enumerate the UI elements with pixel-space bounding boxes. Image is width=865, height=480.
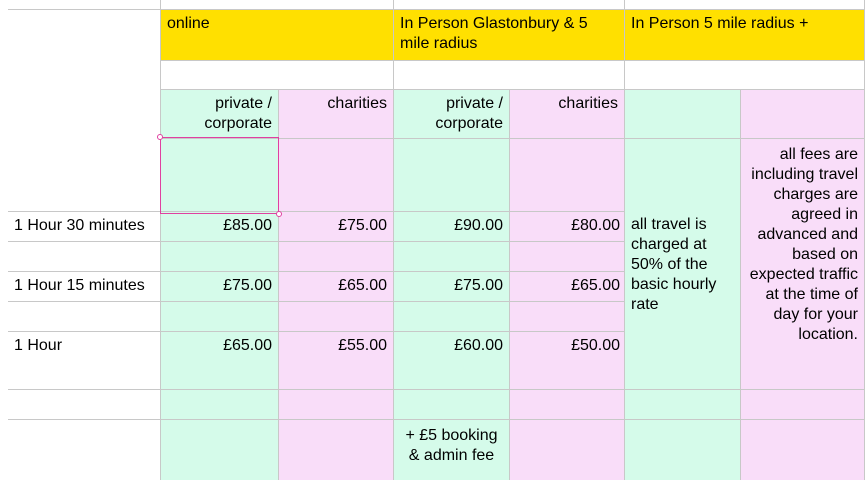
- cell[interactable]: [8, 242, 161, 272]
- cell[interactable]: [510, 390, 625, 420]
- cell-selection-outline: [160, 137, 279, 214]
- cell[interactable]: [741, 420, 865, 480]
- header-online[interactable]: online: [161, 10, 394, 61]
- cell[interactable]: [625, 420, 741, 480]
- cell[interactable]: [8, 0, 161, 10]
- subheader-glast-charities[interactable]: charities: [510, 90, 625, 139]
- subheader-glast-private[interactable]: private / corporate: [394, 90, 510, 139]
- fees-note[interactable]: all fees are including travel charges are agreed in advanced and based on expected traffic at the time of day for your location.: [741, 139, 865, 390]
- price-cell[interactable]: £60.00: [394, 332, 510, 390]
- cell[interactable]: [510, 242, 625, 272]
- selection-handle-bottom-right[interactable]: [276, 211, 282, 217]
- row-label[interactable]: 1 Hour 30 minutes: [8, 212, 161, 242]
- subheader-online-private[interactable]: private / corporate: [161, 90, 279, 139]
- cell[interactable]: [394, 242, 510, 272]
- price-cell[interactable]: £55.00: [279, 332, 394, 390]
- cell[interactable]: [279, 242, 394, 272]
- cell[interactable]: [279, 302, 394, 332]
- cell[interactable]: [394, 302, 510, 332]
- cell[interactable]: [8, 390, 161, 420]
- selection-handle-top-left[interactable]: [157, 134, 163, 140]
- cell[interactable]: [625, 90, 741, 139]
- cell[interactable]: [510, 302, 625, 332]
- cell[interactable]: [741, 390, 865, 420]
- cell[interactable]: [394, 390, 510, 420]
- cell[interactable]: [510, 139, 625, 212]
- price-cell[interactable]: £65.00: [510, 272, 625, 302]
- row-label[interactable]: 1 Hour: [8, 332, 161, 390]
- cell[interactable]: [161, 302, 279, 332]
- price-cell[interactable]: £65.00: [279, 272, 394, 302]
- price-cell[interactable]: £80.00: [510, 212, 625, 242]
- cell[interactable]: [741, 90, 865, 139]
- price-cell[interactable]: £75.00: [279, 212, 394, 242]
- cell[interactable]: [161, 242, 279, 272]
- cell[interactable]: [625, 390, 741, 420]
- cell[interactable]: [510, 420, 625, 480]
- travel-note[interactable]: all travel is charged at 50% of the basic hourly rate: [625, 139, 741, 390]
- price-cell[interactable]: £75.00: [161, 272, 279, 302]
- cell[interactable]: [279, 420, 394, 480]
- row-label[interactable]: 1 Hour 15 minutes: [8, 272, 161, 302]
- cell[interactable]: [161, 0, 394, 10]
- price-cell[interactable]: £85.00: [161, 212, 279, 242]
- cell[interactable]: [625, 61, 865, 90]
- cell[interactable]: [8, 420, 161, 480]
- row-label-cell[interactable]: [8, 10, 161, 212]
- header-glastonbury[interactable]: In Person Glastonbury & 5 mile radius: [394, 10, 625, 61]
- cell[interactable]: [394, 61, 625, 90]
- cell[interactable]: [279, 390, 394, 420]
- cell[interactable]: [161, 420, 279, 480]
- cell[interactable]: [394, 139, 510, 212]
- cell[interactable]: [8, 302, 161, 332]
- cell[interactable]: [161, 390, 279, 420]
- cell[interactable]: [279, 139, 394, 212]
- booking-fee-note[interactable]: + £5 booking & admin fee: [394, 420, 510, 480]
- price-cell[interactable]: £65.00: [161, 332, 279, 390]
- subheader-online-charities[interactable]: charities: [279, 90, 394, 139]
- cell[interactable]: [625, 0, 865, 10]
- header-radius-plus[interactable]: In Person 5 mile radius +: [625, 10, 865, 61]
- price-cell[interactable]: £75.00: [394, 272, 510, 302]
- price-cell[interactable]: £50.00: [510, 332, 625, 390]
- price-cell[interactable]: £90.00: [394, 212, 510, 242]
- cell[interactable]: [161, 61, 394, 90]
- cell[interactable]: [394, 0, 625, 10]
